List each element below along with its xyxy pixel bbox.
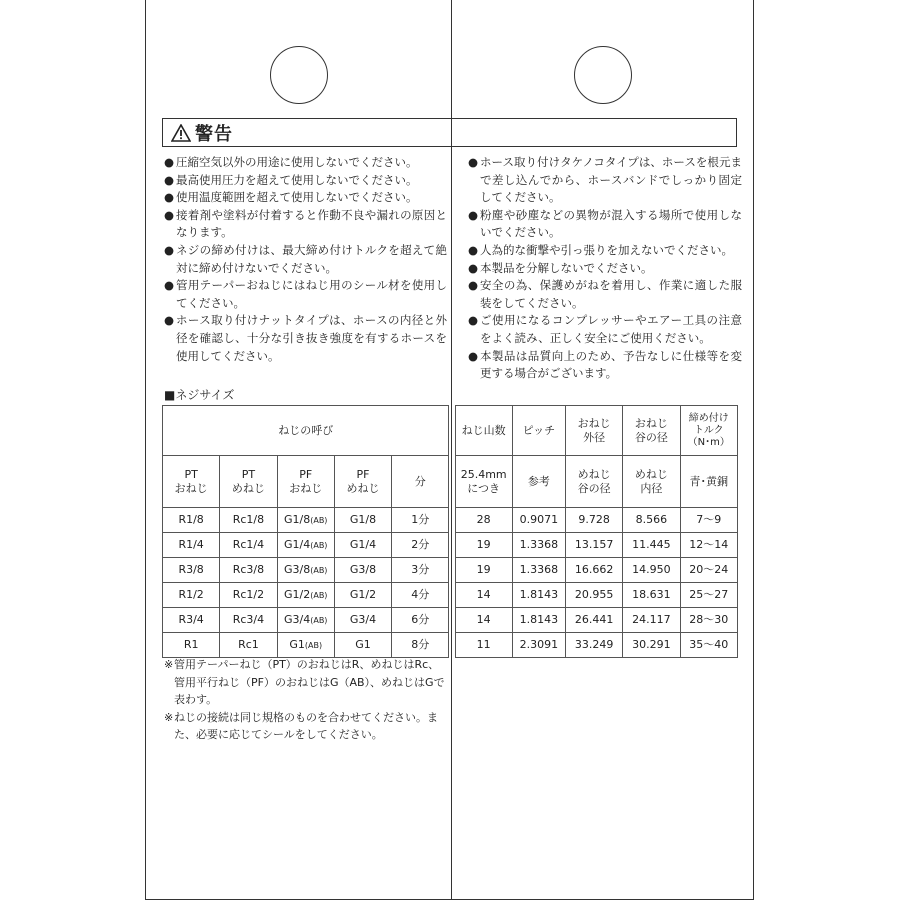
pf-size: G3/4 [283, 612, 311, 626]
warning-item [164, 312, 447, 365]
footnote-mark: ※ [164, 658, 174, 671]
table-cell-pf-f: G1 [334, 633, 391, 658]
warning-item-text: 安全の為、保護めがねを着用し、作業に適した服装をしてください。 [480, 278, 742, 310]
header-threads: ねじ山数 [455, 406, 512, 456]
sub-id-line2: 内径 [640, 481, 663, 495]
warning-item-text: 管用テーパーおねじにはねじ用のシール材を使用してください。 [176, 278, 447, 310]
sub-pt-male-line1: PT [184, 467, 198, 481]
header-male-root [623, 406, 680, 456]
header-male-root-line1: おねじ [634, 416, 668, 430]
sub-pf-male [277, 456, 334, 508]
table-cell-pt-f: Rc3/8 [220, 558, 277, 583]
table-cell-pitch: 1.3368 [512, 533, 565, 558]
sub-pt-female [220, 456, 277, 508]
header-male-od-line1: おねじ [577, 416, 611, 430]
sub-pt-male-line2: おねじ [174, 481, 208, 495]
table-cell-pitch: 1.3368 [512, 558, 565, 583]
table-cell-torque: 20〜24 [680, 558, 737, 583]
table-cell-pf-f: G1/4 [334, 533, 391, 558]
warning-item [164, 189, 447, 207]
sub-threads-line2: につき [467, 481, 501, 495]
sub-pt-female-line2: めねじ [231, 481, 265, 495]
table-cell-pitch: 0.9071 [512, 508, 565, 533]
sub-od-line2: 谷の径 [577, 481, 611, 495]
table-cell-torque: 28〜30 [680, 608, 737, 633]
table-cell-pt-m: R3/8 [163, 558, 220, 583]
table-cell-pf-f: G1/8 [334, 508, 391, 533]
sub-od [566, 456, 623, 508]
table-cell-od: 33.249 [566, 633, 623, 658]
sub-torque: 青･黄銅 [680, 456, 737, 508]
bullet-mark: ● [468, 278, 479, 293]
table-cell-pt-f: Rc1 [220, 633, 277, 658]
section-title-thread-size: ■ネジサイズ [164, 388, 235, 402]
warning-item-text: 粉塵や砂塵などの異物が混入する場所で使用しないでください。 [480, 207, 742, 240]
table-cell-pitch: 1.8143 [512, 583, 565, 608]
table-cell-id: 14.950 [623, 558, 680, 583]
table-cell-pt-f: Rc1/4 [220, 533, 277, 558]
warning-triangle-icon [171, 124, 191, 142]
footnotes [164, 656, 449, 744]
table-cell-pt-m: R1 [163, 633, 220, 658]
table-cell-pt-f: Rc3/4 [220, 608, 277, 633]
warning-item-text: ホース取り付けタケノコタイプは、ホースを根元まで差し込んでから、ホースバンドでしっかり固定してください。 [480, 155, 742, 205]
table-cell-od: 20.955 [566, 583, 623, 608]
warning-list-left [164, 154, 447, 365]
warning-item-text: 最高使用圧力を超えて使用しないでください。 [176, 172, 418, 187]
table-cell-id: 11.445 [623, 533, 680, 558]
warning-item-text: 本製品を分解しないでください。 [480, 260, 653, 275]
header-thread-designation: ねじの呼び [163, 406, 449, 456]
ab-mark: (AB) [310, 590, 328, 600]
warning-item-text: ご使用になるコンプレッサーやエアー工具の注意をよく読み、正しく安全にご使用ください。 [480, 313, 742, 345]
sub-pt-female-line1: PT [241, 467, 256, 481]
hang-hole-right [574, 46, 632, 104]
ab-mark: (AB) [310, 565, 328, 575]
warning-item [468, 207, 742, 242]
table-cell-threads: 28 [455, 508, 512, 533]
sub-id-line1: めねじ [634, 467, 668, 481]
warning-item [164, 207, 447, 242]
thread-size-table [162, 405, 738, 658]
table-cell-pf-m [277, 533, 334, 558]
table-cell-pf-m [277, 608, 334, 633]
table-cell-threads: 11 [455, 633, 512, 658]
table-cell-bu: 6分 [392, 608, 449, 633]
table-cell-pf-m [277, 508, 334, 533]
header-pitch: ピッチ [512, 406, 565, 456]
warning-item-text: 圧縮空気以外の用途に使用しないでください。 [176, 155, 418, 169]
sub-pitch: 参考 [512, 456, 565, 508]
bullet-mark: ● [164, 190, 175, 205]
table-cell-torque: 35〜40 [680, 633, 737, 658]
pf-size: G1/4 [283, 537, 311, 551]
footnote-mark: ※ [164, 710, 174, 724]
table-cell-id: 18.631 [623, 583, 680, 608]
header-male-root-line2: 谷の径 [634, 430, 668, 444]
bullet-mark: ● [164, 242, 175, 257]
sub-pf-male-line2: おねじ [289, 481, 323, 495]
bullet-mark: ● [468, 260, 479, 275]
warning-item [468, 277, 742, 312]
bullet-mark: ● [164, 313, 175, 328]
header-torque-line1: 締め付け [688, 412, 729, 424]
ab-mark: (AB) [310, 515, 328, 525]
table-cell-pf-m [277, 558, 334, 583]
footnote [164, 709, 449, 744]
header-torque [680, 406, 737, 456]
table-cell-threads: 19 [455, 533, 512, 558]
pf-size: G1/2 [283, 587, 311, 601]
bullet-mark: ● [468, 348, 479, 363]
sub-threads [455, 456, 512, 508]
bullet-mark: ● [164, 207, 175, 222]
sub-bu: 分 [392, 456, 449, 508]
table-cell-id: 8.566 [623, 508, 680, 533]
warning-item-text: 本製品は品質向上のため、予告なしに仕様等を変更する場合がございます。 [480, 348, 742, 381]
header-male-od-line2: 外径 [583, 430, 606, 444]
sub-threads-line1: 25.4mm [460, 467, 507, 481]
ab-mark: (AB) [310, 540, 328, 550]
warning-item [468, 312, 742, 347]
table-cell-od: 9.728 [566, 508, 623, 533]
table-cell-threads: 19 [455, 558, 512, 583]
bullet-mark: ● [468, 207, 479, 222]
warning-item-text: 使用温度範囲を超えて使用しないでください。 [176, 190, 418, 205]
table-cell-id: 24.117 [623, 608, 680, 633]
warning-item [468, 348, 742, 383]
table-cell-threads: 14 [455, 608, 512, 633]
header-torque-line2: トルク [693, 424, 724, 436]
sub-pf-female-line2: めねじ [346, 481, 380, 495]
table-cell-pitch: 2.3091 [512, 633, 565, 658]
table-cell-od: 13.157 [566, 533, 623, 558]
sub-od-line1: めねじ [577, 467, 611, 481]
table-cell-pt-f: Rc1/8 [220, 508, 277, 533]
warning-title: 警告 [195, 123, 233, 145]
hang-hole-left [270, 46, 328, 104]
sub-pf-male-line1: PF [299, 467, 313, 481]
pf-size: G1 [289, 637, 305, 651]
table-header-row [163, 406, 738, 456]
warning-item-text: 人為的な衝撃や引っ張りを加えないでください。 [480, 242, 733, 257]
warning-item [164, 277, 447, 312]
table-cell-torque: 7〜9 [680, 508, 737, 533]
footnote-text: 管用テーパーねじ（PT）のおねじはR、めねじはRc、管用平行ねじ（PF）のおねじはG（AB）、めねじはGで表わす。 [174, 658, 445, 706]
table-cell-bu: 2分 [392, 533, 449, 558]
table-cell-pitch: 1.8143 [512, 608, 565, 633]
table-cell-pt-m: R1/8 [163, 508, 220, 533]
warning-item [468, 260, 742, 278]
ab-mark: (AB) [310, 615, 328, 625]
header-male-od [566, 406, 623, 456]
ab-mark: (AB) [304, 640, 323, 650]
table-cell-bu: 1分 [392, 508, 449, 533]
warning-item [468, 242, 742, 260]
pf-size: G1/8 [283, 512, 311, 526]
bullet-mark: ● [164, 278, 175, 293]
table-cell-pf-f: G3/8 [334, 558, 391, 583]
table-cell-torque: 25〜27 [680, 583, 737, 608]
bullet-mark: ● [468, 155, 479, 169]
warning-item-text: ネジの締め付けは、最大締め付けトルクを超えて絶対に締め付けないでください。 [176, 242, 447, 275]
table-cell-pt-m: R1/4 [163, 533, 220, 558]
warning-item [164, 172, 447, 190]
warning-item-text: 接着剤や塗料が付着すると作動不良や漏れの原因となります。 [176, 207, 447, 240]
sub-pf-female-line1: PF [356, 467, 370, 481]
bullet-mark: ● [468, 242, 479, 257]
warning-list-right [468, 154, 742, 383]
table-cell-pf-m [277, 583, 334, 608]
warning-item [164, 242, 447, 277]
footnote-text: ねじの接続は同じ規格のものを合わせてください。また、必要に応じてシールをしてください。 [174, 710, 438, 741]
table-cell-pf-f: G3/4 [334, 608, 391, 633]
warning-header [162, 118, 737, 147]
bullet-mark: ● [468, 313, 479, 328]
pf-size: G3/8 [283, 562, 311, 576]
table-cell-pf-m [277, 633, 334, 658]
table-cell-bu: 3分 [392, 558, 449, 583]
table-cell-pt-f: Rc1/2 [220, 583, 277, 608]
sub-id [623, 456, 680, 508]
bullet-mark: ● [164, 155, 175, 169]
bullet-mark: ● [164, 172, 175, 187]
footnote [164, 656, 449, 709]
sub-pf-female [334, 456, 391, 508]
header-torque-line3: （N･m） [687, 436, 730, 448]
warning-item [468, 154, 742, 207]
warning-item [164, 154, 447, 172]
table-cell-threads: 14 [455, 583, 512, 608]
table-cell-pt-m: R1/2 [163, 583, 220, 608]
table-cell-bu: 8分 [392, 633, 449, 658]
table-cell-id: 30.291 [623, 633, 680, 658]
table-cell-od: 16.662 [566, 558, 623, 583]
table-cell-bu: 4分 [392, 583, 449, 608]
table-cell-pt-m: R3/4 [163, 608, 220, 633]
table-cell-od: 26.441 [566, 608, 623, 633]
table-cell-pf-f: G1/2 [334, 583, 391, 608]
sub-pt-male [163, 456, 220, 508]
table-cell-torque: 12〜14 [680, 533, 737, 558]
warning-item-text: ホース取り付けナットタイプは、ホースの内径と外径を確認し、十分な引き抜き強度を有するホースを使用してください。 [176, 313, 447, 363]
